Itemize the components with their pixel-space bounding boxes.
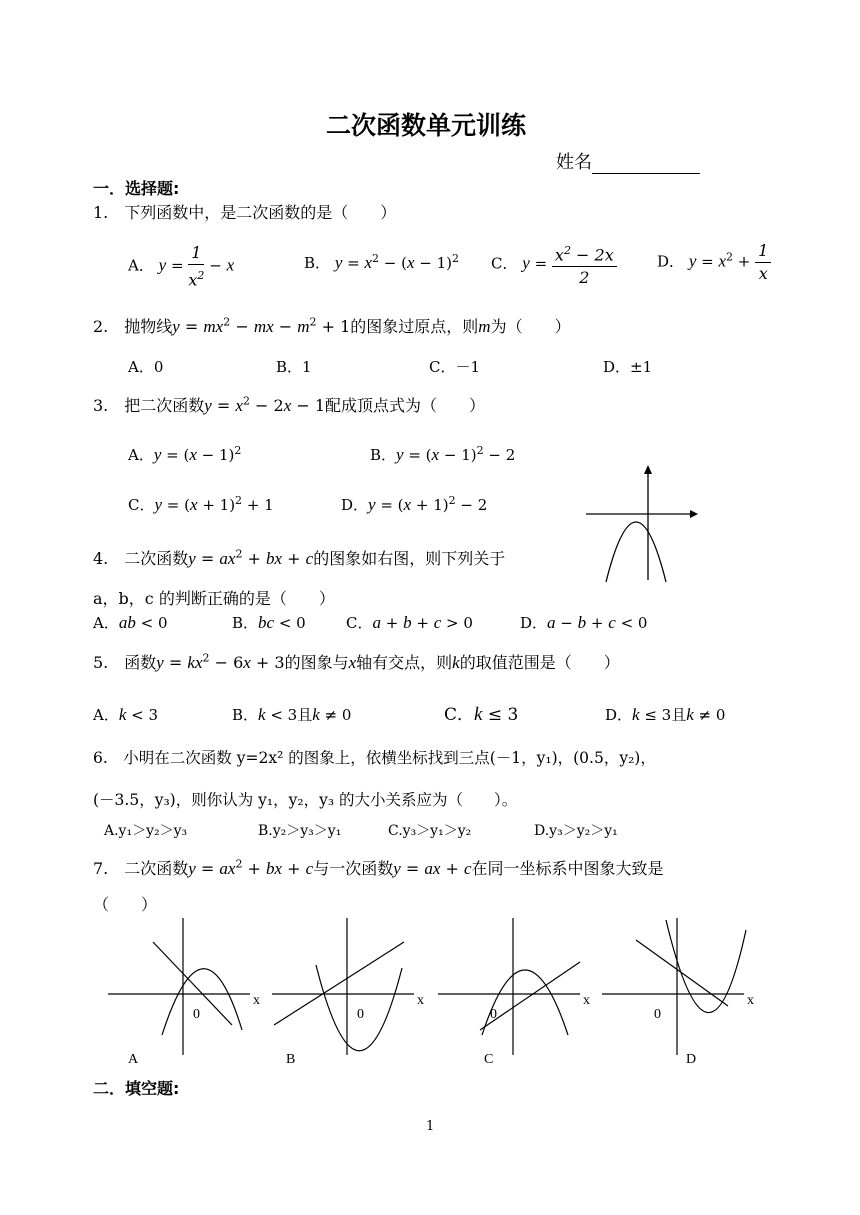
name-label: 姓名 bbox=[556, 152, 592, 173]
q3-option-b: B．$y = (x - 1)^2 - 2$ bbox=[370, 444, 516, 464]
q4-parabola-graph bbox=[580, 462, 700, 587]
q6-stem: 6. 小明在二次函数 y=2x² 的图象上，依横坐标找到三点(－1，y₁)，(0.5，y₂)， bbox=[93, 749, 656, 767]
page-number: 1 bbox=[426, 1119, 435, 1134]
q4-stem-line2: a，b，c 的判断正确的是（ ） bbox=[93, 589, 335, 608]
q6-option-b: B.y₂＞y₃＞y₁ bbox=[258, 823, 342, 839]
page-title: 二次函数单元训练 bbox=[326, 111, 527, 140]
q2-option-b: B．1 bbox=[276, 358, 312, 376]
q7-graph-b-origin: 0 bbox=[357, 1007, 364, 1022]
q1-option-c: C． y = $\frac{x^2 - 2x}{2}$ bbox=[491, 240, 617, 289]
q4-option-b: B．bc < 0 bbox=[232, 613, 306, 632]
q4-option-c: C．a + b + c > 0 bbox=[346, 613, 473, 632]
q7-graph-a-x-label: x bbox=[253, 993, 260, 1008]
q7-graph-c-origin: 0 bbox=[490, 1007, 497, 1022]
q6-option-a: A.y₁＞y₂＞y₃ bbox=[104, 823, 188, 839]
q5-option-a: A．k < 3 bbox=[93, 705, 159, 724]
q7-graph-a-origin: 0 bbox=[193, 1007, 200, 1022]
q1-option-d: D． $y = x^2$ + $\frac{1}{x}$ bbox=[657, 240, 771, 285]
q7-graph-d-origin: 0 bbox=[654, 1007, 661, 1022]
q7-graph-b-x-label: x bbox=[417, 993, 424, 1008]
q7-graph-d-x-label: x bbox=[747, 993, 754, 1008]
q7-graph-c-x-label: x bbox=[583, 993, 590, 1008]
q3-option-a: A．$y = (x - 1)^2$ bbox=[128, 444, 242, 464]
q3-option-c: C．$y = (x + 1)^2 + 1$ bbox=[128, 494, 274, 514]
q7-graph-b-label: B bbox=[286, 1052, 296, 1067]
q7-graph-c bbox=[430, 910, 598, 1070]
q7-stem-line2: （ ） bbox=[93, 895, 158, 914]
section-fill-title: 二．填空题: bbox=[93, 1079, 180, 1098]
q2-option-d: D．±1 bbox=[603, 358, 653, 376]
q6-option-d: D.y₃＞y₂＞y₁ bbox=[534, 823, 618, 839]
q3-stem: 3. 把二次函数$y = x^2 - 2x - 1$配成顶点式为（ ） bbox=[93, 394, 486, 415]
section-choice-title: 一．选择题: bbox=[93, 179, 180, 198]
q4-stem: 4. 二次函数$y = ax^2$ + bx + c的图象如右图，则下列关于 bbox=[93, 547, 506, 568]
q7-graph-a bbox=[100, 910, 268, 1070]
q2-option-a: A．0 bbox=[128, 358, 164, 376]
q7-graph-b bbox=[264, 910, 432, 1070]
q1-stem: 1. 下列函数中，是二次函数的是（ ） bbox=[93, 203, 397, 222]
q3-option-d: D．$y = (x + 1)^2 - 2$ bbox=[341, 494, 488, 514]
q7-graph-d bbox=[594, 910, 762, 1070]
q7-graph-d-label: D bbox=[686, 1052, 697, 1067]
q7-graph-a-label: A bbox=[128, 1052, 139, 1067]
name-blank bbox=[592, 155, 700, 174]
q4-option-d: D．a − b + c < 0 bbox=[520, 613, 648, 632]
q2-option-c: C．－1 bbox=[429, 358, 481, 376]
q5-option-b: B．k < 3且k ≠ 0 bbox=[232, 705, 352, 724]
q6-stem-line2: (－3.5，y₃)，则你认为 y₁，y₂，y₃ 的大小关系应为（ ）。 bbox=[93, 791, 518, 809]
q7-stem: 7. 二次函数$y = ax^2$ + bx + c与一次函数y = ax + c在同一坐标系中图象大致是 bbox=[93, 857, 664, 878]
q1-option-b: B． $y = x^2 - (x - 1)^2$ bbox=[304, 252, 460, 272]
q5-option-c: C．k ≤ 3 bbox=[444, 704, 519, 725]
q7-graph-c-label: C bbox=[484, 1052, 494, 1067]
q2-stem: 2. 抛物线$y = mx^2$ − mx − $m^2 + 1$的图象过原点，则m为（ ） bbox=[93, 315, 571, 336]
q1-option-a: A． y = $\frac{1}{x^2}$ − x bbox=[128, 243, 235, 290]
q5-stem: 5. 函数$y = kx^2 - 6x + 3$的图象与x轴有交点，则k的取值范围是（ ） bbox=[93, 651, 620, 672]
q4-option-a: A．ab < 0 bbox=[93, 613, 168, 632]
name-field bbox=[556, 148, 700, 174]
q5-option-d: D．k ≤ 3且k ≠ 0 bbox=[605, 705, 726, 724]
q6-option-c: C.y₃＞y₁＞y₂ bbox=[388, 823, 472, 839]
